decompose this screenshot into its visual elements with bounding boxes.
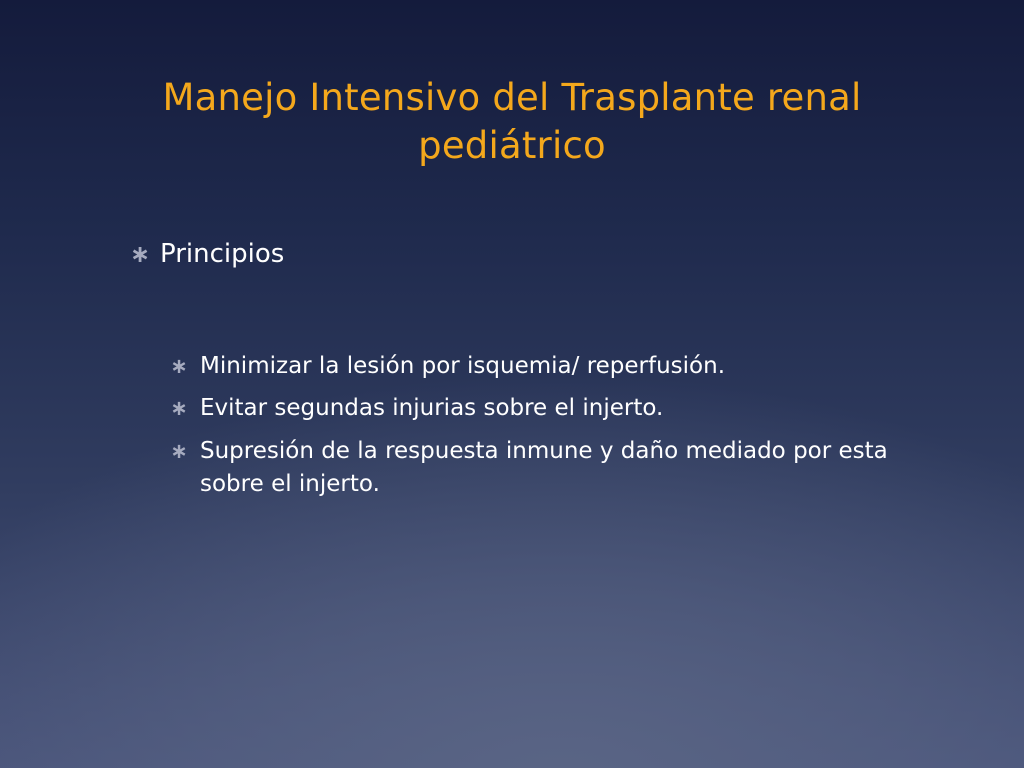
- asterisk-bullet-icon: ∗: [170, 439, 188, 463]
- sub-bullet-item: [158, 350, 918, 383]
- sub-bullet-text: Minimizar la lesión por isquemia/ reperfusión.: [200, 353, 726, 379]
- asterisk-bullet-icon: ∗: [170, 354, 188, 378]
- slide-title: Manejo Intensivo del Trasplante renal pediátrico: [162, 76, 862, 167]
- sub-bullet-item: [158, 435, 918, 501]
- sub-bullet-item: [158, 392, 918, 425]
- asterisk-bullet-icon: ∗: [129, 240, 151, 268]
- sub-bullet-text: Evitar segundas injurias sobre el injerto.: [200, 395, 664, 421]
- bullet-text: Principios: [160, 239, 285, 269]
- bullet-item-principios: [120, 236, 284, 272]
- asterisk-bullet-icon: ∗: [170, 396, 188, 420]
- sub-bullet-text: Supresión de la respuesta inmune y daño mediado por esta sobre el injerto.: [200, 438, 888, 497]
